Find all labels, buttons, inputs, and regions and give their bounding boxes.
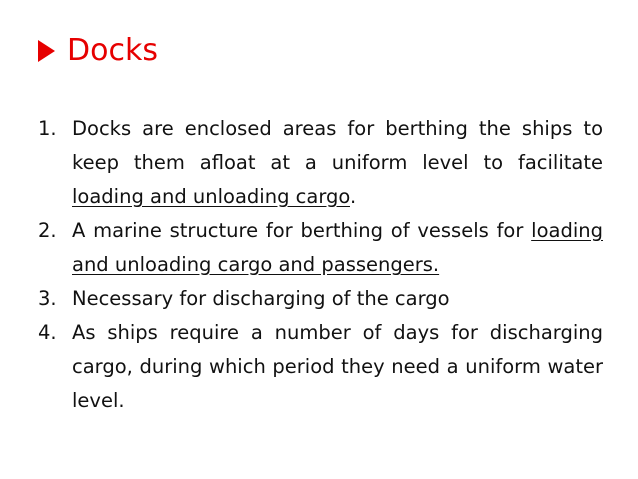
item-text: Necessary for discharging of the cargo — [72, 287, 450, 310]
item-number: 4. — [38, 321, 57, 344]
underlined-text: loading and unloading cargo — [72, 185, 350, 208]
list-item — [38, 112, 603, 214]
item-text: Docks are enclosed areas for berthing the ships to keep them afloat at a uniform level to facilitate — [72, 117, 603, 174]
list-item — [38, 316, 603, 418]
item-number: 3. — [38, 287, 57, 310]
numbered-list — [38, 112, 603, 418]
title-text: Docks — [67, 32, 158, 68]
item-text: As ships require a number of days for discharging cargo, during which period they need a uniform water level. — [72, 321, 603, 412]
item-number: 1. — [38, 117, 57, 140]
slide-title — [38, 25, 158, 75]
item-text-end: . — [349, 185, 357, 208]
item-number: 2. — [38, 219, 57, 242]
underlined-text: loading and unloading cargo and passengers. — [72, 219, 603, 276]
item-text: A marine structure for berthing of vessels for — [72, 219, 532, 242]
list-item — [38, 282, 603, 316]
list-item — [38, 214, 603, 282]
arrow-bullet-icon — [38, 40, 55, 62]
